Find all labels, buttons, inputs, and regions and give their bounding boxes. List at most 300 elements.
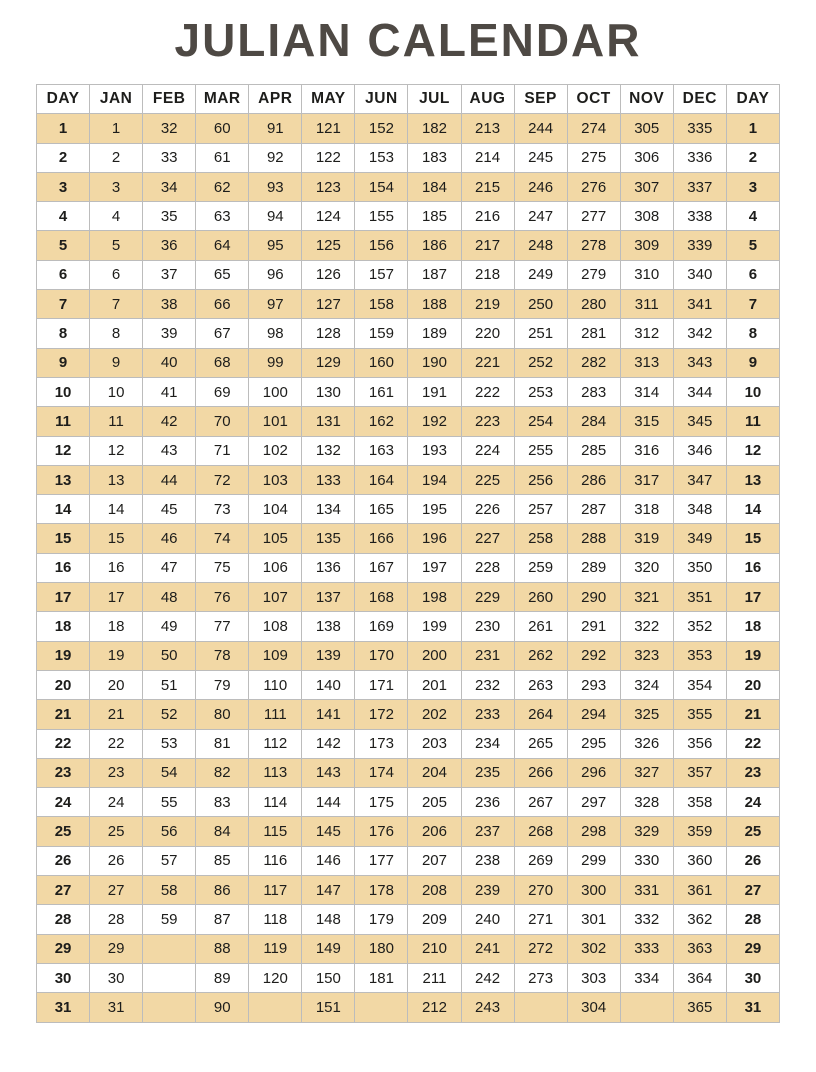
cell-day-right: 5 (726, 231, 779, 260)
cell-feb: 47 (143, 553, 196, 582)
cell-jan: 7 (90, 290, 143, 319)
cell-apr: 111 (249, 700, 302, 729)
cell-mar: 62 (196, 172, 249, 201)
cell-aug: 230 (461, 612, 514, 641)
cell-oct: 303 (567, 963, 620, 992)
cell-may: 132 (302, 436, 355, 465)
cell-mar: 66 (196, 290, 249, 319)
cell-aug: 221 (461, 348, 514, 377)
cell-day-right: 24 (726, 788, 779, 817)
cell-nov: 326 (620, 729, 673, 758)
cell-feb (143, 934, 196, 963)
column-header-dec: DEC (673, 85, 726, 114)
cell-nov: 309 (620, 231, 673, 260)
cell-day-left: 24 (37, 788, 90, 817)
cell-oct: 292 (567, 641, 620, 670)
cell-apr: 101 (249, 407, 302, 436)
cell-oct: 275 (567, 143, 620, 172)
cell-day-left: 21 (37, 700, 90, 729)
cell-oct: 287 (567, 495, 620, 524)
cell-mar: 88 (196, 934, 249, 963)
cell-feb: 45 (143, 495, 196, 524)
table-row-day-13 (37, 465, 780, 494)
cell-feb: 57 (143, 846, 196, 875)
cell-mar: 82 (196, 758, 249, 787)
cell-dec: 339 (673, 231, 726, 260)
cell-may: 144 (302, 788, 355, 817)
cell-apr: 118 (249, 905, 302, 934)
cell-dec: 351 (673, 583, 726, 612)
cell-aug: 238 (461, 846, 514, 875)
cell-may: 123 (302, 172, 355, 201)
cell-aug: 225 (461, 465, 514, 494)
cell-aug: 231 (461, 641, 514, 670)
cell-day-right: 27 (726, 876, 779, 905)
cell-nov: 330 (620, 846, 673, 875)
column-header-apr: APR (249, 85, 302, 114)
cell-mar: 77 (196, 612, 249, 641)
cell-day-left: 31 (37, 993, 90, 1022)
table-row-day-30 (37, 963, 780, 992)
cell-dec: 360 (673, 846, 726, 875)
cell-jun: 166 (355, 524, 408, 553)
cell-may: 129 (302, 348, 355, 377)
table-row-day-22 (37, 729, 780, 758)
cell-day-left: 22 (37, 729, 90, 758)
cell-day-right: 13 (726, 465, 779, 494)
cell-jan: 30 (90, 963, 143, 992)
cell-jun: 181 (355, 963, 408, 992)
cell-oct: 294 (567, 700, 620, 729)
table-row-day-10 (37, 377, 780, 406)
cell-jun: 176 (355, 817, 408, 846)
cell-nov: 320 (620, 553, 673, 582)
cell-sep: 251 (514, 319, 567, 348)
cell-apr: 102 (249, 436, 302, 465)
column-header-oct: OCT (567, 85, 620, 114)
cell-mar: 83 (196, 788, 249, 817)
cell-feb: 50 (143, 641, 196, 670)
cell-day-right: 16 (726, 553, 779, 582)
cell-jul: 211 (408, 963, 461, 992)
cell-may: 141 (302, 700, 355, 729)
cell-may: 122 (302, 143, 355, 172)
cell-may: 138 (302, 612, 355, 641)
cell-mar: 73 (196, 495, 249, 524)
cell-may: 143 (302, 758, 355, 787)
cell-feb: 37 (143, 260, 196, 289)
cell-nov: 328 (620, 788, 673, 817)
cell-day-left: 20 (37, 670, 90, 699)
cell-mar: 65 (196, 260, 249, 289)
cell-oct: 276 (567, 172, 620, 201)
column-header-jan: JAN (90, 85, 143, 114)
cell-aug: 220 (461, 319, 514, 348)
cell-dec: 364 (673, 963, 726, 992)
cell-sep: 270 (514, 876, 567, 905)
table-row-day-8 (37, 319, 780, 348)
cell-day-left: 15 (37, 524, 90, 553)
cell-day-right: 29 (726, 934, 779, 963)
cell-feb (143, 993, 196, 1022)
cell-jul: 194 (408, 465, 461, 494)
cell-jun: 180 (355, 934, 408, 963)
cell-sep: 258 (514, 524, 567, 553)
cell-dec: 356 (673, 729, 726, 758)
cell-dec: 346 (673, 436, 726, 465)
column-header-sep: SEP (514, 85, 567, 114)
cell-jan: 18 (90, 612, 143, 641)
table-row-day-31 (37, 993, 780, 1022)
cell-jun (355, 993, 408, 1022)
cell-jul: 204 (408, 758, 461, 787)
cell-apr: 94 (249, 202, 302, 231)
cell-day-left: 23 (37, 758, 90, 787)
cell-jun: 153 (355, 143, 408, 172)
cell-nov: 329 (620, 817, 673, 846)
cell-jul: 193 (408, 436, 461, 465)
cell-mar: 67 (196, 319, 249, 348)
cell-day-right: 23 (726, 758, 779, 787)
cell-feb: 46 (143, 524, 196, 553)
table-row-day-5 (37, 231, 780, 260)
cell-day-right: 1 (726, 114, 779, 143)
cell-apr: 113 (249, 758, 302, 787)
cell-dec: 337 (673, 172, 726, 201)
cell-jan: 24 (90, 788, 143, 817)
cell-feb: 36 (143, 231, 196, 260)
column-header-day-right: DAY (726, 85, 779, 114)
table-row-day-12 (37, 436, 780, 465)
cell-sep: 269 (514, 846, 567, 875)
cell-feb: 38 (143, 290, 196, 319)
cell-mar: 60 (196, 114, 249, 143)
cell-mar: 71 (196, 436, 249, 465)
cell-nov: 306 (620, 143, 673, 172)
cell-jun: 179 (355, 905, 408, 934)
cell-nov: 333 (620, 934, 673, 963)
cell-sep: 264 (514, 700, 567, 729)
cell-mar: 74 (196, 524, 249, 553)
cell-oct: 297 (567, 788, 620, 817)
cell-jul: 191 (408, 377, 461, 406)
cell-jul: 210 (408, 934, 461, 963)
cell-mar: 69 (196, 377, 249, 406)
cell-aug: 232 (461, 670, 514, 699)
cell-day-left: 14 (37, 495, 90, 524)
cell-day-right: 9 (726, 348, 779, 377)
cell-sep: 272 (514, 934, 567, 963)
cell-may: 139 (302, 641, 355, 670)
column-header-may: MAY (302, 85, 355, 114)
cell-feb: 56 (143, 817, 196, 846)
cell-apr: 109 (249, 641, 302, 670)
cell-sep: 260 (514, 583, 567, 612)
cell-day-left: 25 (37, 817, 90, 846)
cell-jan: 25 (90, 817, 143, 846)
cell-mar: 86 (196, 876, 249, 905)
cell-jan: 16 (90, 553, 143, 582)
cell-nov: 305 (620, 114, 673, 143)
cell-feb: 51 (143, 670, 196, 699)
cell-day-left: 30 (37, 963, 90, 992)
cell-day-left: 28 (37, 905, 90, 934)
cell-aug: 216 (461, 202, 514, 231)
cell-jan: 20 (90, 670, 143, 699)
cell-nov: 325 (620, 700, 673, 729)
table-row-day-17 (37, 583, 780, 612)
cell-jul: 188 (408, 290, 461, 319)
cell-oct: 288 (567, 524, 620, 553)
cell-nov (620, 993, 673, 1022)
cell-day-left: 2 (37, 143, 90, 172)
cell-apr: 100 (249, 377, 302, 406)
column-header-aug: AUG (461, 85, 514, 114)
cell-day-left: 17 (37, 583, 90, 612)
cell-jul: 196 (408, 524, 461, 553)
cell-day-left: 27 (37, 876, 90, 905)
table-body (37, 114, 780, 1022)
cell-mar: 72 (196, 465, 249, 494)
cell-jan: 12 (90, 436, 143, 465)
cell-day-left: 5 (37, 231, 90, 260)
cell-dec: 343 (673, 348, 726, 377)
table-row-day-26 (37, 846, 780, 875)
cell-dec: 349 (673, 524, 726, 553)
table-row-day-23 (37, 758, 780, 787)
cell-dec: 352 (673, 612, 726, 641)
cell-jul: 212 (408, 993, 461, 1022)
cell-dec: 362 (673, 905, 726, 934)
cell-jan: 21 (90, 700, 143, 729)
cell-mar: 78 (196, 641, 249, 670)
cell-day-left: 3 (37, 172, 90, 201)
cell-jun: 178 (355, 876, 408, 905)
cell-jun: 168 (355, 583, 408, 612)
cell-jul: 206 (408, 817, 461, 846)
cell-may: 125 (302, 231, 355, 260)
cell-jul: 190 (408, 348, 461, 377)
cell-nov: 324 (620, 670, 673, 699)
cell-dec: 353 (673, 641, 726, 670)
cell-jan: 23 (90, 758, 143, 787)
table-header (37, 85, 780, 114)
cell-jan: 11 (90, 407, 143, 436)
cell-feb: 49 (143, 612, 196, 641)
cell-apr: 92 (249, 143, 302, 172)
cell-jun: 163 (355, 436, 408, 465)
cell-day-right: 21 (726, 700, 779, 729)
cell-sep: 245 (514, 143, 567, 172)
cell-may: 145 (302, 817, 355, 846)
page-title: JULIAN CALENDAR (174, 14, 642, 66)
cell-day-right: 15 (726, 524, 779, 553)
cell-aug: 214 (461, 143, 514, 172)
cell-mar: 84 (196, 817, 249, 846)
cell-jul: 205 (408, 788, 461, 817)
cell-oct: 286 (567, 465, 620, 494)
cell-day-left: 6 (37, 260, 90, 289)
column-header-jul: JUL (408, 85, 461, 114)
cell-day-left: 10 (37, 377, 90, 406)
cell-dec: 358 (673, 788, 726, 817)
cell-day-right: 25 (726, 817, 779, 846)
table-row-day-14 (37, 495, 780, 524)
cell-day-right: 6 (726, 260, 779, 289)
cell-nov: 315 (620, 407, 673, 436)
cell-mar: 79 (196, 670, 249, 699)
cell-sep: 257 (514, 495, 567, 524)
cell-feb: 34 (143, 172, 196, 201)
cell-oct: 291 (567, 612, 620, 641)
cell-jun: 152 (355, 114, 408, 143)
cell-jan: 19 (90, 641, 143, 670)
cell-jan: 26 (90, 846, 143, 875)
cell-aug: 229 (461, 583, 514, 612)
cell-jun: 177 (355, 846, 408, 875)
cell-day-right: 17 (726, 583, 779, 612)
cell-aug: 213 (461, 114, 514, 143)
cell-dec: 340 (673, 260, 726, 289)
cell-sep: 261 (514, 612, 567, 641)
cell-nov: 319 (620, 524, 673, 553)
cell-may: 126 (302, 260, 355, 289)
cell-apr: 114 (249, 788, 302, 817)
cell-jan: 6 (90, 260, 143, 289)
table-row-day-21 (37, 700, 780, 729)
cell-day-left: 19 (37, 641, 90, 670)
cell-jan: 15 (90, 524, 143, 553)
table-row-day-20 (37, 670, 780, 699)
cell-day-right: 14 (726, 495, 779, 524)
cell-dec: 335 (673, 114, 726, 143)
cell-sep: 249 (514, 260, 567, 289)
cell-feb: 32 (143, 114, 196, 143)
cell-dec: 357 (673, 758, 726, 787)
cell-sep: 254 (514, 407, 567, 436)
cell-oct: 304 (567, 993, 620, 1022)
cell-sep: 262 (514, 641, 567, 670)
cell-jul: 209 (408, 905, 461, 934)
cell-jan: 14 (90, 495, 143, 524)
cell-nov: 322 (620, 612, 673, 641)
cell-apr: 103 (249, 465, 302, 494)
cell-day-right: 22 (726, 729, 779, 758)
cell-jun: 174 (355, 758, 408, 787)
table-row-day-3 (37, 172, 780, 201)
cell-jun: 171 (355, 670, 408, 699)
cell-aug: 217 (461, 231, 514, 260)
cell-feb: 52 (143, 700, 196, 729)
column-header-day-left: DAY (37, 85, 90, 114)
column-header-mar: MAR (196, 85, 249, 114)
cell-day-right: 3 (726, 172, 779, 201)
cell-dec: 359 (673, 817, 726, 846)
column-header-feb: FEB (143, 85, 196, 114)
cell-jul: 192 (408, 407, 461, 436)
cell-oct: 301 (567, 905, 620, 934)
cell-feb: 41 (143, 377, 196, 406)
table-row-day-7 (37, 290, 780, 319)
cell-sep: 256 (514, 465, 567, 494)
table-row-day-6 (37, 260, 780, 289)
cell-may: 130 (302, 377, 355, 406)
cell-jul: 197 (408, 553, 461, 582)
cell-sep: 244 (514, 114, 567, 143)
cell-sep: 250 (514, 290, 567, 319)
cell-mar: 87 (196, 905, 249, 934)
cell-nov: 313 (620, 348, 673, 377)
cell-may: 124 (302, 202, 355, 231)
cell-apr: 95 (249, 231, 302, 260)
cell-dec: 341 (673, 290, 726, 319)
cell-oct: 285 (567, 436, 620, 465)
cell-jul: 182 (408, 114, 461, 143)
cell-jul: 198 (408, 583, 461, 612)
cell-mar: 81 (196, 729, 249, 758)
cell-nov: 308 (620, 202, 673, 231)
cell-feb: 43 (143, 436, 196, 465)
cell-apr: 117 (249, 876, 302, 905)
cell-oct: 290 (567, 583, 620, 612)
cell-oct: 280 (567, 290, 620, 319)
cell-jan: 3 (90, 172, 143, 201)
cell-aug: 241 (461, 934, 514, 963)
table-row-day-16 (37, 553, 780, 582)
cell-dec: 347 (673, 465, 726, 494)
cell-jan: 28 (90, 905, 143, 934)
cell-day-right: 4 (726, 202, 779, 231)
cell-sep: 252 (514, 348, 567, 377)
cell-feb: 58 (143, 876, 196, 905)
cell-nov: 311 (620, 290, 673, 319)
cell-apr: 116 (249, 846, 302, 875)
cell-apr: 97 (249, 290, 302, 319)
cell-nov: 327 (620, 758, 673, 787)
cell-may: 147 (302, 876, 355, 905)
cell-jan: 9 (90, 348, 143, 377)
cell-apr (249, 993, 302, 1022)
cell-aug: 228 (461, 553, 514, 582)
cell-jul: 208 (408, 876, 461, 905)
cell-jan: 22 (90, 729, 143, 758)
table-row-day-11 (37, 407, 780, 436)
header-row (37, 85, 780, 114)
cell-aug: 237 (461, 817, 514, 846)
cell-may: 146 (302, 846, 355, 875)
cell-sep: 265 (514, 729, 567, 758)
cell-aug: 239 (461, 876, 514, 905)
cell-day-left: 13 (37, 465, 90, 494)
cell-day-right: 2 (726, 143, 779, 172)
cell-dec: 365 (673, 993, 726, 1022)
cell-jul: 200 (408, 641, 461, 670)
cell-jul: 207 (408, 846, 461, 875)
table-row-day-29 (37, 934, 780, 963)
cell-jun: 155 (355, 202, 408, 231)
cell-may: 140 (302, 670, 355, 699)
cell-nov: 317 (620, 465, 673, 494)
cell-apr: 96 (249, 260, 302, 289)
cell-jul: 187 (408, 260, 461, 289)
cell-nov: 314 (620, 377, 673, 406)
cell-feb: 48 (143, 583, 196, 612)
cell-day-right: 7 (726, 290, 779, 319)
cell-day-right: 8 (726, 319, 779, 348)
cell-jan: 5 (90, 231, 143, 260)
cell-jul: 202 (408, 700, 461, 729)
cell-jun: 161 (355, 377, 408, 406)
